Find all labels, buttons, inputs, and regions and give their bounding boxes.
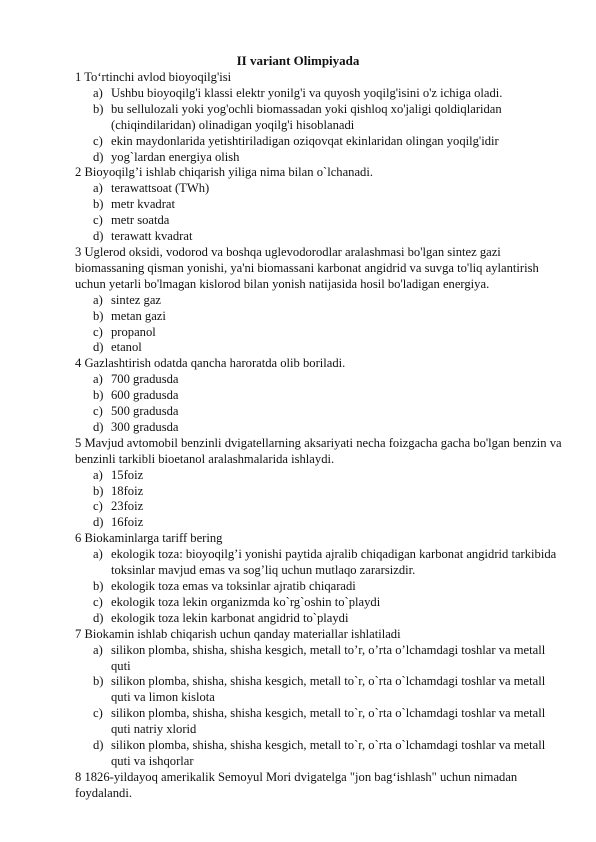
answer-option — [75, 738, 563, 770]
option-text: 18foiz — [111, 483, 144, 498]
option-text: terawatt kvadrat — [111, 229, 193, 244]
option-text: ekologik toza: bioyoqilg’i yonishi paytida ajralib chiqadigan karbonat angidrid tarkibida toksinlar mavjud emas va sog’liq uchun mutlaqo zararsizdir. — [111, 547, 557, 578]
question-text: 7 Biokamin ishlab chiqarish uchun qanday materiallar ishlatiladi — [75, 626, 401, 641]
option-text: 300 gradusda — [111, 419, 179, 434]
question-text: 8 1826-yildayoq amerikalik Semoyul Mori dvigatelga "jon bag‘ishlash" uchun nimadan foydalandi. — [75, 769, 518, 800]
answer-option — [75, 706, 563, 738]
option-text: sintez gaz — [111, 292, 161, 307]
option-letter: a) — [93, 547, 103, 562]
option-text: ekologik toza lekin karbonat angidrid to`playdi — [111, 610, 349, 625]
option-letter: a) — [93, 467, 103, 482]
option-letter: d) — [93, 419, 104, 434]
answer-option — [75, 325, 563, 341]
answer-option — [75, 674, 563, 706]
option-text: Ushbu bioyoqilg'i klassi elektr yonilg'i va quyosh yoqilg'isini o'z ichiga oladi. — [111, 85, 503, 100]
option-text: 15foiz — [111, 467, 144, 482]
option-letter: d) — [93, 738, 104, 753]
answer-option — [75, 595, 563, 611]
question-text: 6 Biokaminlarga tariff bering — [75, 531, 223, 546]
option-text: metr soatda — [111, 213, 170, 228]
answer-options — [75, 468, 563, 532]
option-letter: c) — [93, 594, 103, 609]
option-text: silikon plomba, shisha, shisha kesgich, metall to`r, o`rta o`lchamdagi toshlar va metall quti va ishqorlar — [111, 738, 546, 768]
option-letter: c) — [93, 499, 103, 514]
answer-option — [75, 643, 563, 675]
answer-option — [75, 197, 563, 213]
answer-option — [75, 515, 563, 531]
option-text: 500 gradusda — [111, 404, 179, 419]
answer-options — [75, 372, 563, 436]
option-letter: a) — [93, 372, 103, 387]
option-text: yog`lardan energiya olish — [111, 149, 240, 164]
option-letter: a) — [93, 181, 103, 196]
answer-option — [75, 579, 563, 595]
answer-option — [75, 229, 563, 245]
option-text: ekologik toza emas va toksinlar ajratib chiqaradi — [111, 579, 356, 593]
option-letter: b) — [93, 579, 104, 593]
option-text: silikon plomba, shisha, shisha kesgich, metall to`r, o`rta o`lchamdagi toshlar va metall quti va limon kislota — [111, 674, 546, 705]
answer-option — [75, 309, 563, 325]
option-letter: b) — [93, 483, 104, 498]
option-letter: d) — [93, 340, 104, 355]
questions-list — [75, 70, 563, 802]
option-letter: a) — [93, 292, 103, 307]
answer-option — [75, 213, 563, 229]
option-letter: b) — [93, 674, 104, 689]
option-text: terawattsoat (TWh) — [111, 181, 210, 196]
option-letter: c) — [93, 133, 103, 148]
option-text: metr kvadrat — [111, 197, 175, 212]
option-letter: c) — [93, 324, 103, 339]
answer-options — [75, 86, 563, 166]
option-letter: b) — [93, 101, 104, 116]
page-title: II variant Olimpiyada — [236, 53, 360, 68]
option-text: etanol — [111, 340, 142, 355]
answer-options — [75, 181, 563, 245]
option-text: silikon plomba, shisha, shisha kesgich, metall to`r, o`rta o`lchamdagi toshlar va metall quti natriy xlorid — [111, 706, 546, 737]
option-text: metan gazi — [111, 308, 166, 323]
option-letter: b) — [93, 388, 104, 403]
answer-option — [75, 468, 563, 484]
answer-option — [75, 134, 563, 150]
answer-option — [75, 404, 563, 420]
answer-option — [75, 150, 563, 166]
option-letter: b) — [93, 197, 104, 212]
answer-option — [75, 388, 563, 404]
option-text: silikon plomba, shisha, shisha kesgich, metall to’r, o’rta o’lchamdagi toshlar va metall quti — [111, 642, 546, 673]
option-text: ekologik toza lekin organizmda ko`rg`oshin to`playdi — [111, 594, 381, 609]
answer-option — [75, 340, 563, 356]
answer-option — [75, 86, 563, 102]
option-letter: a) — [93, 85, 103, 100]
option-letter: d) — [93, 149, 104, 164]
answer-option — [75, 293, 563, 309]
answer-options — [75, 293, 563, 357]
answer-option — [75, 547, 563, 579]
question-text: 3 Uglerod oksidi, vodorod va boshqa uglevodorodlar aralashmasi bo'lgan sintez gazi biomassaning qisman yonishi, ya'ni biomassani karbonat angidrid va suvga to'liq aylantirish uchun yetarli bo'lmagan kislorod bilan yonish natijasida hosil bo'ladigan energiya. — [75, 244, 539, 291]
answer-option — [75, 102, 563, 134]
answer-options — [75, 643, 563, 770]
option-text: propanol — [111, 324, 156, 339]
option-text: 600 gradusda — [111, 388, 179, 403]
option-letter: c) — [93, 404, 103, 419]
option-letter: d) — [93, 610, 104, 625]
answer-options — [75, 547, 563, 627]
option-text: ekin maydonlarida yetishtiriladigan oziqovqat ekinlaridan olingan yoqilg'idir — [111, 133, 499, 148]
option-text: bu sellulozali yoki yog'ochli biomassadan yoki qishloq xo'jaligi qoldiqlaridan (chiqindilaridan) olinadigan yoqilg'i hisoblanadi — [111, 101, 502, 132]
question-text: 5 Mavjud avtomobil benzinli dvigatellarning aksariyati necha foizgacha gacha bo'lgan benzin va benzinli tarkibli bioetanol aralashmalarida ishlaydi. — [75, 435, 562, 466]
option-letter: c) — [93, 706, 103, 721]
option-text: 23foiz — [111, 499, 144, 514]
option-text: 16foiz — [111, 515, 144, 530]
question-text: 2 Bioyoqilg’i ishlab chiqarish yiliga nima bilan o`lchanadi. — [75, 165, 373, 180]
answer-option — [75, 499, 563, 515]
option-text: 700 gradusda — [111, 372, 179, 387]
option-letter: c) — [93, 213, 103, 228]
answer-option — [75, 181, 563, 197]
answer-option — [75, 611, 563, 627]
answer-option — [75, 420, 563, 436]
option-letter: d) — [93, 515, 104, 530]
question-text: 4 Gazlashtirish odatda qancha haroratda olib boriladi. — [75, 356, 346, 371]
option-letter: d) — [93, 229, 104, 244]
option-letter: b) — [93, 308, 104, 323]
answer-option — [75, 484, 563, 500]
option-letter: a) — [93, 642, 103, 657]
answer-option — [75, 372, 563, 388]
question-text: 1 To‘rtinchi avlod bioyoqilg'isi — [75, 70, 232, 84]
